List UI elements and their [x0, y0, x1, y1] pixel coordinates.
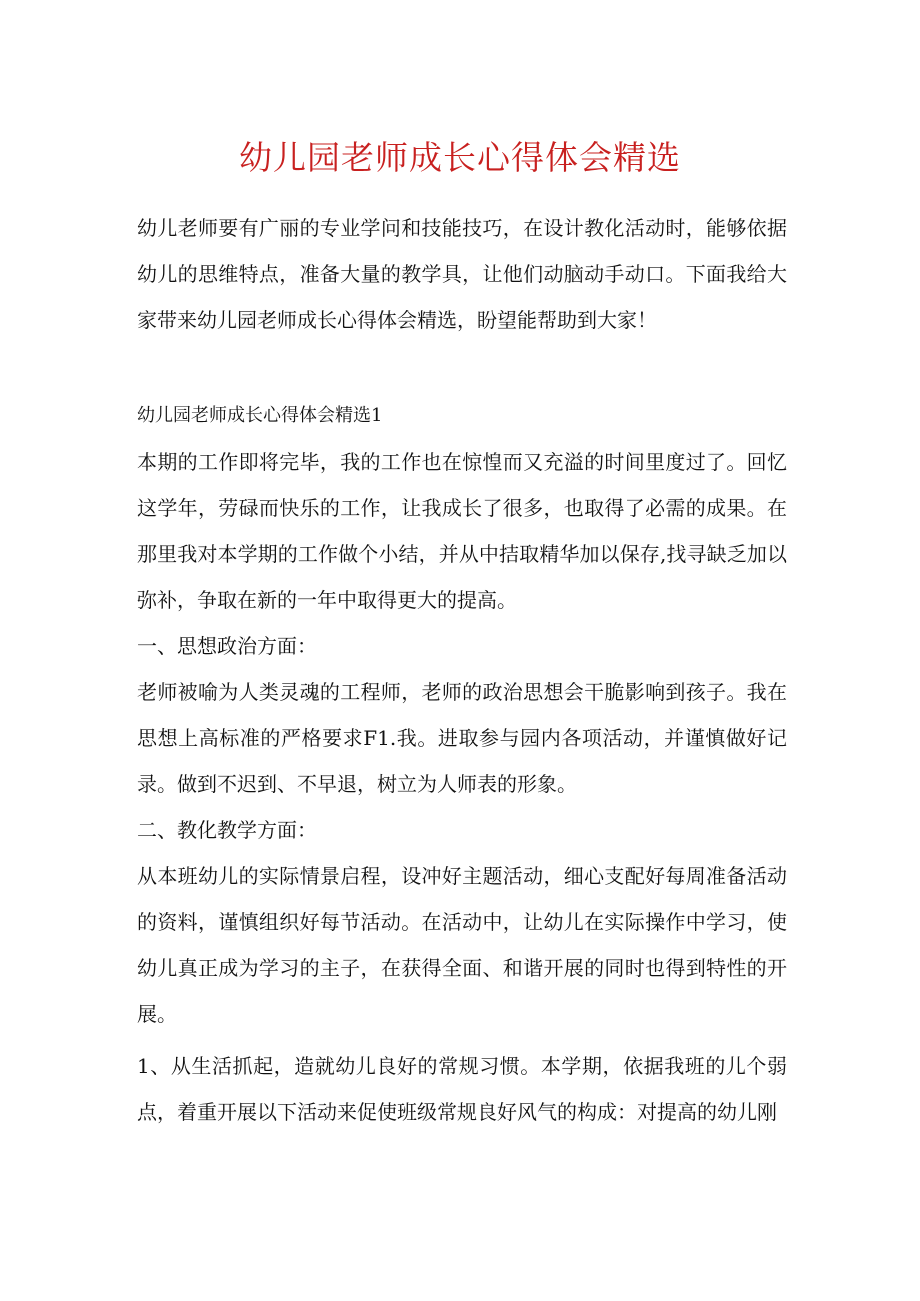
paragraph-summary: 本期的工作即将完毕，我的工作也在惊惶而又充溢的时间里度过了。回忆这学年，劳碌而快乐的工作，让我成长了很多，也取得了必需的成果。在那里我对本学期的工作做个小结，并从中拮取精华加以保存,找寻缺乏加以弥补，争取在新的一年中取得更大的提高。 — [137, 450, 787, 612]
paragraph-politics: 老师被喻为人类灵魂的工程师，老师的政治思想会干脆影响到孩子。我在思想上高标准的严格要求F1.我。进取参与园内各项活动，并谨慎做好记录。做到不迟到、不早退，树立为人师表的形象。 — [137, 680, 787, 796]
heading-politics: 一、思想政治方面： — [137, 634, 317, 658]
intro-paragraph: 幼儿老师要有广丽的专业学问和技能技巧，在设计教化活动时，能够依据幼儿的思维特点，准备大量的教学具，让他们动脑动手动口。下面我给大家带来幼儿园老师成长心得体会精选，盼望能帮助到大家！ — [137, 216, 787, 332]
document-title: 幼儿园老师成长心得体会精选 — [239, 138, 681, 177]
section-title: 幼儿园老师成长心得体会精选1 — [137, 405, 383, 426]
paragraph-item-1: 1、从生活抓起，造就幼儿良好的常规习惯。本学期，依据我班的儿个弱点，着重开展以下活动来促使班级常规良好风气的构成：对提高的幼儿刚 — [137, 1054, 787, 1124]
document-body — [137, 205, 787, 1135]
paragraph-teaching: 从本班幼儿的实际情景启程，设冲好主题活动，细心支配好每周准备活动的资料，谨慎组织好每节活动。在活动中，让幼儿在实际操作中学习，使幼儿真正成为学习的主子，在获得全面、和谐开展的同时也得到特性的开展。 — [137, 864, 787, 1026]
heading-teaching: 二、教化教学方面： — [137, 818, 317, 842]
